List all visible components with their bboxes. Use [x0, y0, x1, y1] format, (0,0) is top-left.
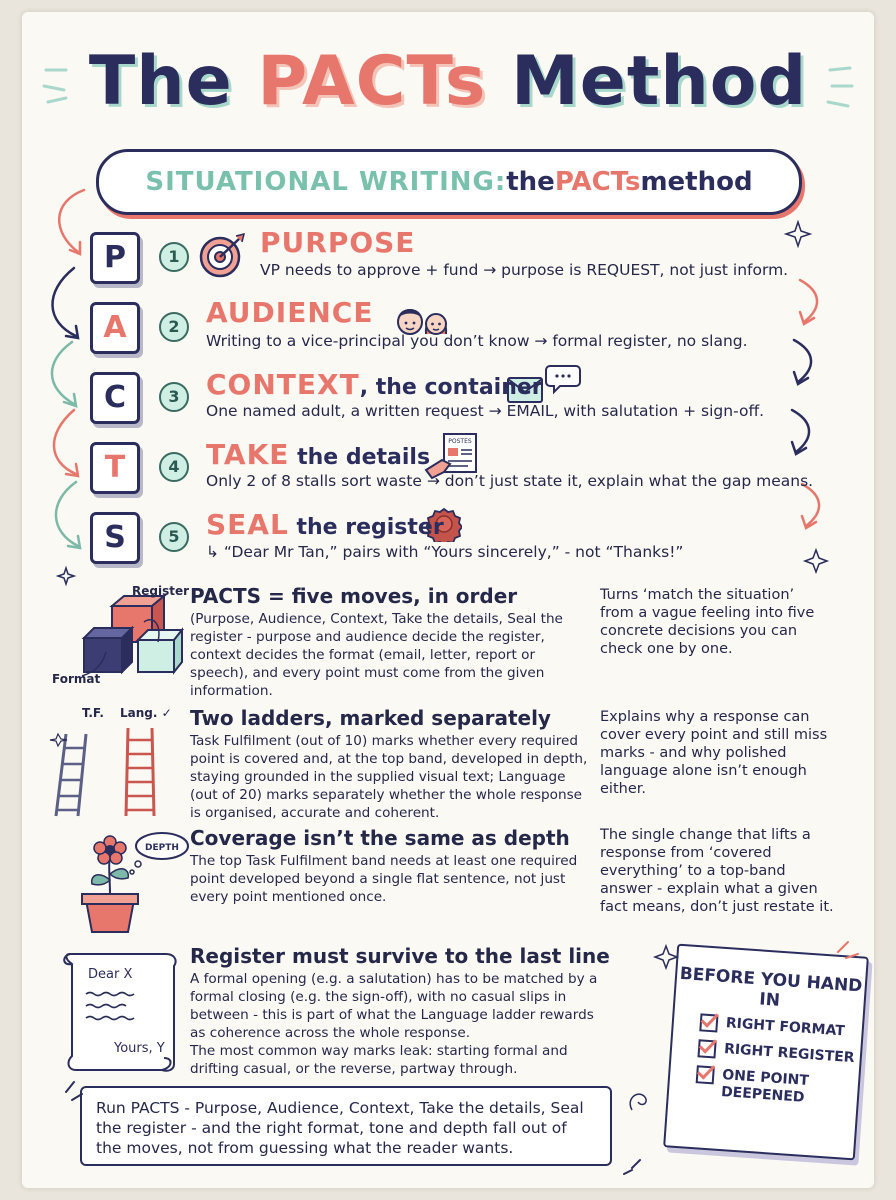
step-desc-context: One named adult, a written request → EMAIL, with salutation + sign-off.	[206, 402, 765, 420]
summary-accent-icon	[52, 1072, 652, 1178]
step-desc-take: Only 2 of 8 stalls sort waste → don’t just state it, explain what the gap means.	[206, 472, 814, 490]
flower-pot-icon	[78, 830, 198, 936]
section-heading-register: Register must survive to the last line	[190, 944, 610, 968]
step-desc-seal: ↳ “Dear Mr Tan,” pairs with “Yours sincerely,” - not “Thanks!”	[206, 543, 684, 561]
letter-scroll-icon	[56, 946, 186, 1076]
step-heading-seal: SEAL the register	[206, 508, 444, 541]
section-side-two-ladders: Explains why a response can cover every point and still miss marks - and why polished language alone isn’t enough either.	[600, 709, 828, 797]
page-title: The PACTs Method	[88, 42, 808, 121]
cube-label-format: Format	[52, 672, 101, 686]
title-sparkle-icon	[22, 12, 874, 152]
section-body-register-2: The most common way marks leak: starting formal and drifting casual, or the reverse, partway through.	[190, 1043, 568, 1077]
step-number-3: 3	[159, 382, 189, 412]
section-heading-two-ladders: Two ladders, marked separately	[190, 706, 551, 730]
letter-s-block: S	[90, 512, 140, 564]
step-heading-take: TAKE the details	[206, 438, 431, 471]
checklist-card	[663, 944, 869, 1161]
cube-label-register: Register	[132, 584, 190, 598]
letter-a-block: A	[90, 302, 140, 354]
scroll-greeting: Dear X	[88, 967, 133, 982]
letter-t-block: T	[90, 442, 140, 494]
step-heading-purpose: PURPOSE	[260, 226, 416, 259]
step-heading-context: CONTEXT, the container	[206, 368, 543, 401]
target-icon	[198, 232, 248, 278]
section-body-register-1: A formal opening (e.g. a salutation) has to be matched by a formal closing (e.g. the sign-off), with no casual slips in between - this is part of what the Language ladder rewards as coherence across the whole response.	[190, 971, 598, 1041]
ladder-label-lang: Lang. ✓	[120, 706, 172, 720]
step-number-5: 5	[159, 522, 189, 552]
section-heading-coverage: Coverage isn’t the same as depth	[190, 826, 570, 850]
step-desc-purpose: VP needs to approve + fund → purpose is REQUEST, not just inform.	[260, 261, 789, 279]
poster	[22, 12, 874, 1188]
step-number-1: 1	[159, 242, 189, 272]
scroll-signoff: Yours, Y	[114, 1041, 165, 1056]
section-body-coverage: The top Task Fulfilment band needs at least one required point developed beyond a single flat sentence, not just every point mentioned once.	[190, 853, 578, 905]
ladder-label-tf: T.F.	[82, 706, 104, 720]
step-number-2: 2	[159, 312, 189, 342]
checklist-item: RIGHT REGISTER	[697, 1039, 860, 1068]
sparkle-icon	[642, 932, 862, 972]
swirl-icon	[622, 1080, 662, 1120]
step-number-4: 4	[159, 452, 189, 482]
subtitle-banner: SITUATIONAL WRITING: the PACTs method	[96, 149, 802, 215]
checkbox-checked-icon	[699, 1013, 718, 1032]
checkbox-checked-icon	[696, 1065, 715, 1084]
summary-box: Run PACTS - Purpose, Audience, Context, Take the details, Seal the register - and the right format, tone and depth fall out of the moves, not from guessing what the reader wants.	[80, 1086, 612, 1166]
section-body-register	[190, 970, 610, 1078]
checklist-item: RIGHT FORMAT	[699, 1013, 862, 1042]
letter-c-block: C	[90, 372, 140, 424]
section-side-coverage: The single change that lifts a response from ‘covered everything’ to a top-band answer - explain what a given fact means, don’t just restate it.	[600, 827, 834, 915]
section-body-two-ladders: Task Fulfilment (out of 10) marks whether every required point is covered and, at the top band, developed in depth, staying grounded in the supplied visual text; Language (out of 20) marks separately whether the whole response is organised, accurate and coherent.	[190, 733, 588, 821]
poster-label: POSTES	[448, 438, 472, 445]
checkbox-checked-icon	[697, 1039, 716, 1058]
section-heading-five-moves: PACTS = five moves, in order	[190, 584, 518, 608]
checklist-item: ONE POINT DEEPENED	[695, 1065, 859, 1110]
section-body-five-moves: (Purpose, Audience, Context, Take the details, Seal the register - purpose and audience decide the register, context decides the format (email, letter, report or speech), and every point must come from the given information.	[190, 611, 563, 699]
step-heading-audience: AUDIENCE	[206, 296, 374, 329]
checklist-title: BEFORE YOU HAND IN	[679, 963, 863, 1011]
depth-bubble-label: DEPTH	[145, 843, 179, 853]
section-side-five-moves: Turns ‘match the situation’ from a vague feeling into five concrete decisions you can check one by one.	[600, 587, 815, 657]
ladders-icon	[48, 724, 188, 820]
step-desc-audience: Writing to a vice-principal you don’t know → formal register, no slang.	[206, 332, 748, 350]
letter-p-block: P	[90, 232, 140, 284]
